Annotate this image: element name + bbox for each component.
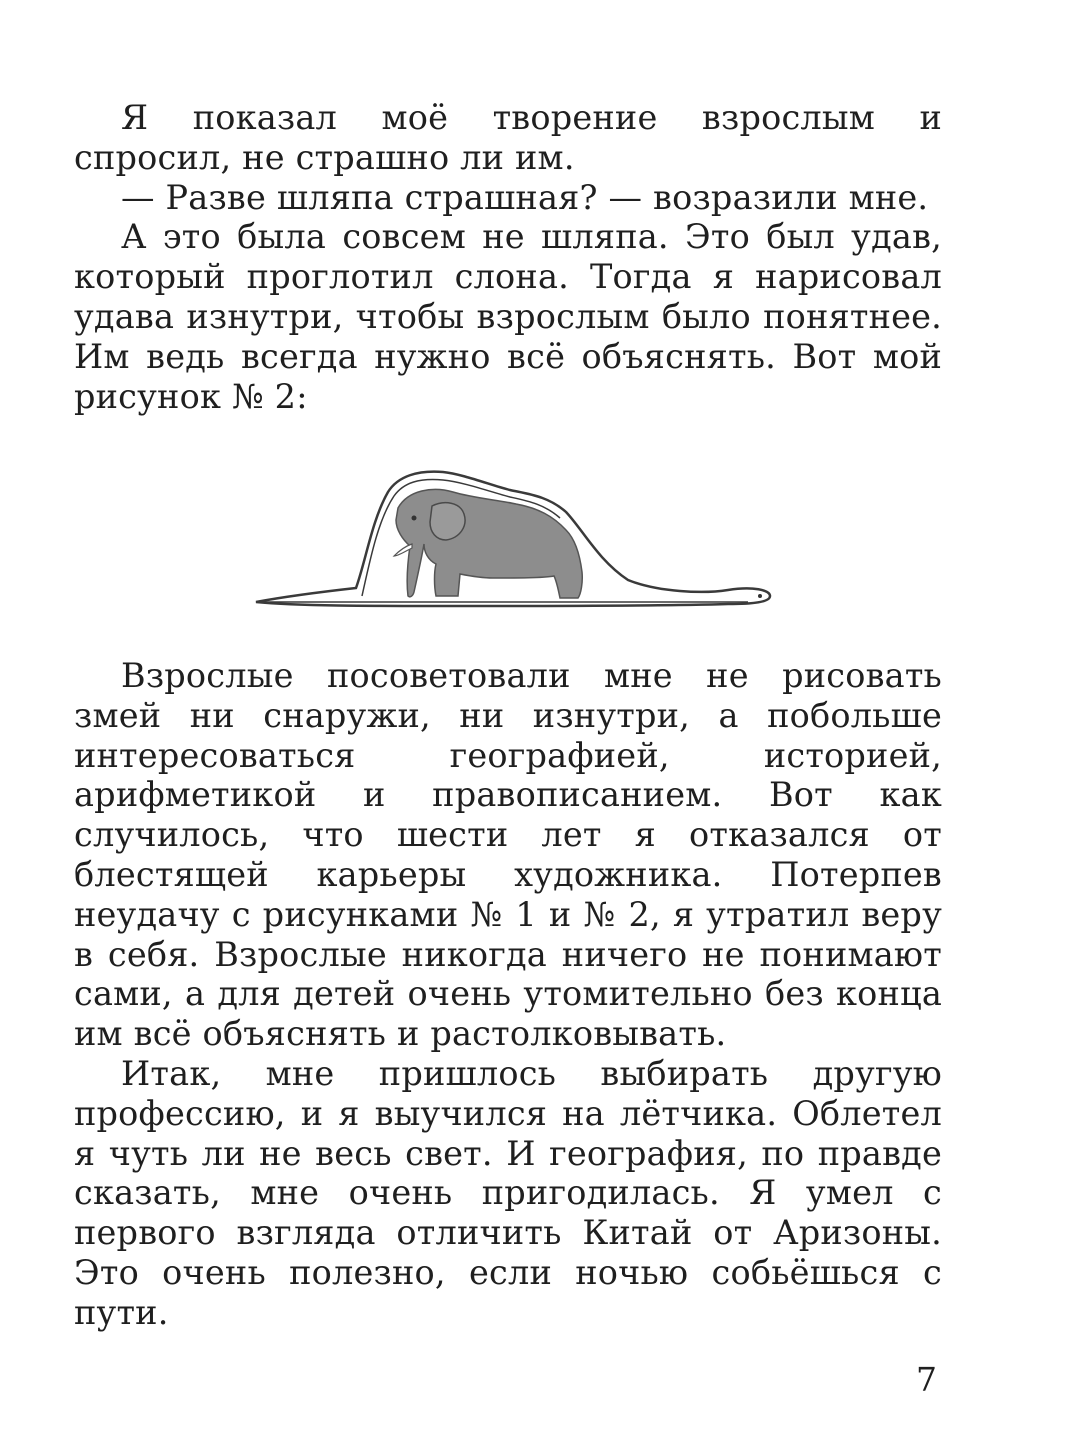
paragraph: Я показал моё творение взрослым и спросил, не страшно ли им.: [74, 98, 942, 177]
paragraph: А это была совсем не шляпа. Это был удав, который проглотил слона. Тогда я нарисовал удава изнутри, чтобы взрослым было понятнее. Им ведь всегда нужно всё объяснять. Вот мой рисунок № 2:: [74, 217, 942, 416]
paragraph: Взрослые посоветовали мне не рисовать змей ни снаружи, ни изнутри, а побольше интересоваться географией, историей, арифметикой и правописанием. Вот как случилось, что шести лет я отказался от блестящей карьеры художника. Потерпев неудачу с рисунками № 1 и № 2, я утратил веру в себя. Взрослые никогда ничего не понимают сами, а для детей очень утомительно без конца им всё объяснять и растолковывать.: [74, 656, 942, 1054]
page-number: 7: [916, 1360, 937, 1399]
boa-elephant-illustration: [248, 460, 778, 610]
elephant-shape: [396, 489, 582, 598]
text-block-bottom: [74, 656, 942, 1333]
paragraph: Итак, мне пришлось выбирать другую профессию, и я выучился на лётчика. Облетел я чуть ли не весь свет. И география, по правде сказать, мне очень пригодилась. Я умел с первого взгляда отличить Китай от Аризоны. Это очень полезно, если ночью собьёшься с пути.: [74, 1053, 942, 1332]
text-block-top: [74, 98, 942, 416]
paragraph: — Разве шляпа страшная? — возразили мне.: [121, 177, 929, 217]
